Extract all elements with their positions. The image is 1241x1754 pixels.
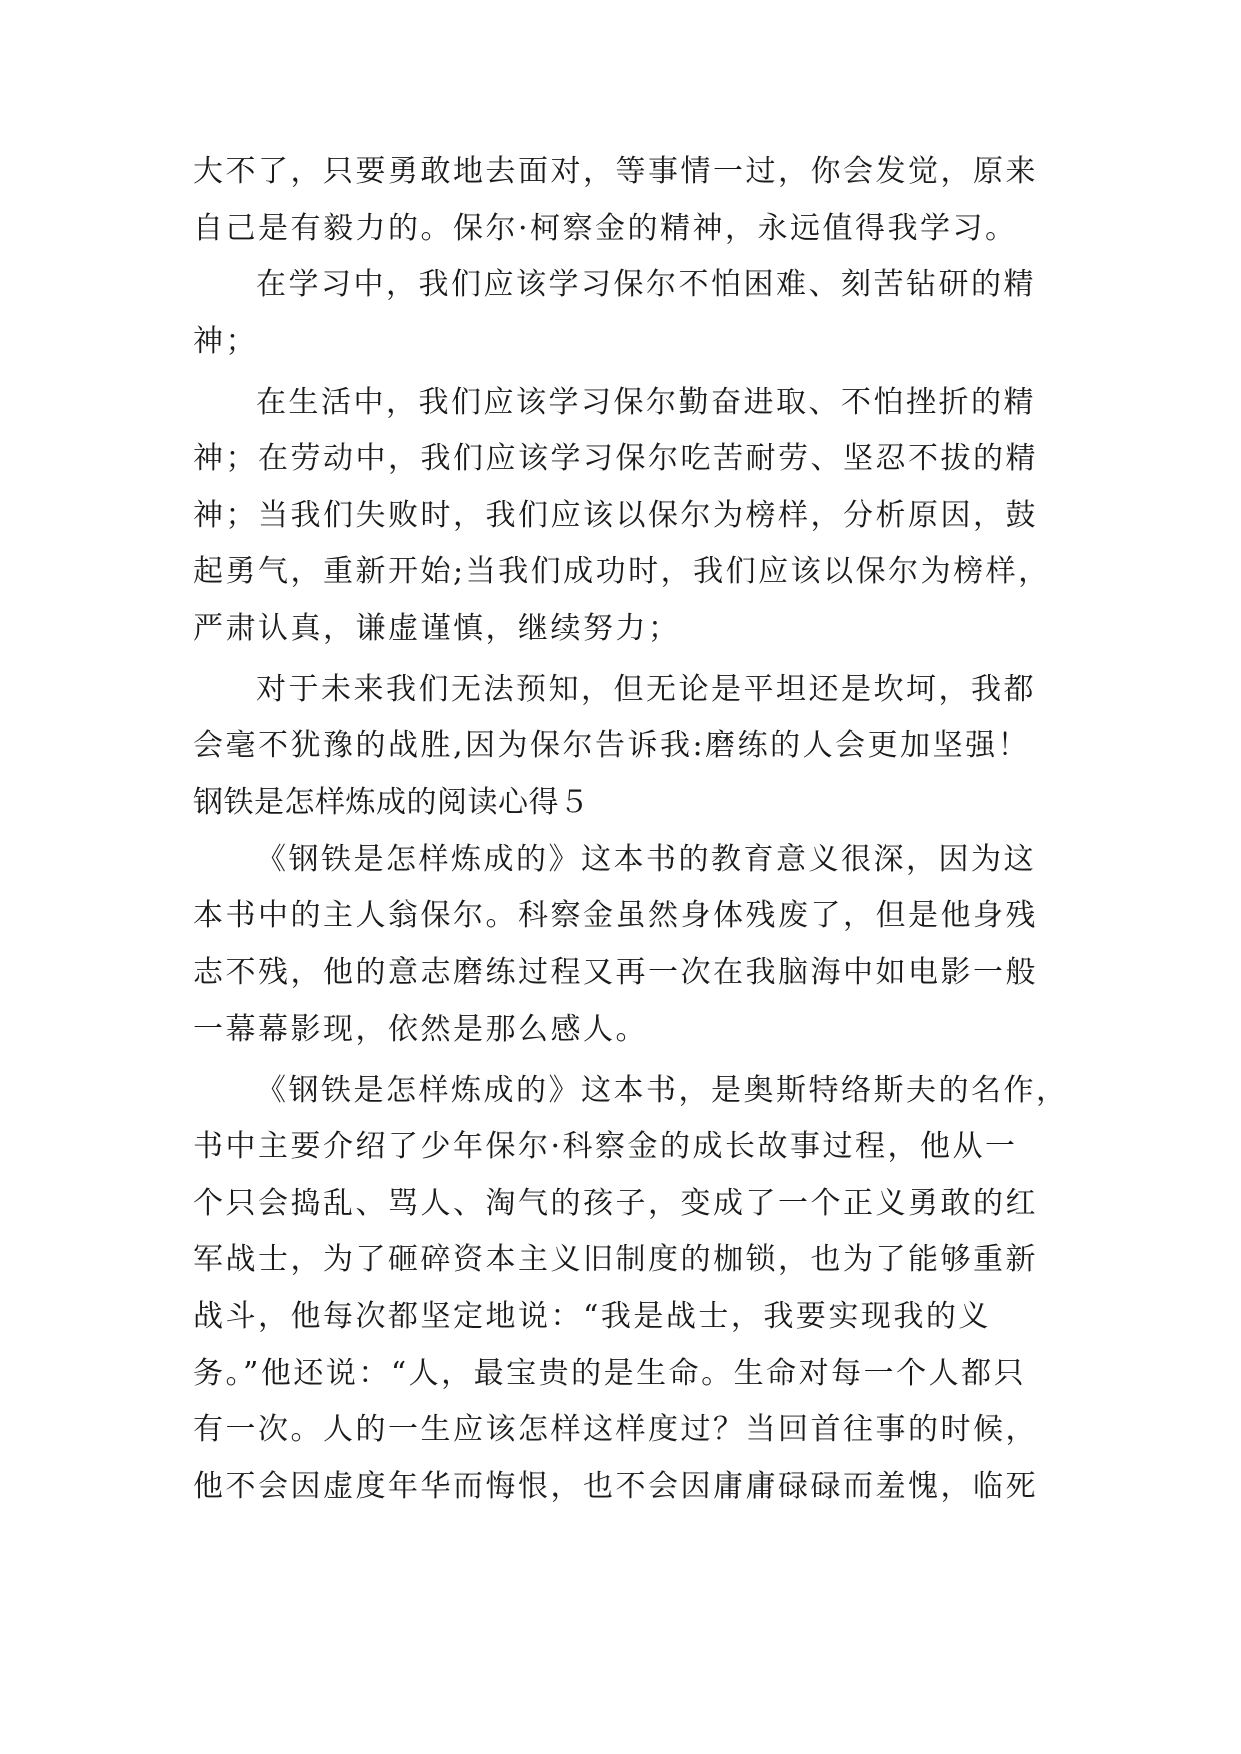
paragraph-start: 《钢铁是怎样炼成的》这本书的教育意义很深，因为这	[256, 842, 1036, 877]
text-line: 自己是有毅力的。保尔·柯察金的精神，永远值得我学习。	[193, 211, 1018, 246]
text-line: 会毫不犹豫的战胜,因为保尔告诉我:磨练的人会更加坚强！	[193, 728, 1031, 763]
text-line: 个只会捣乱、骂人、淘气的孩子，变成了一个正义勇敢的红	[193, 1186, 1038, 1221]
text-line: 起勇气，重新开始;当我们成功时，我们应该以保尔为榜样，	[193, 554, 1051, 589]
text-line: 有一次。人的一生应该怎样这样度过？当回首往事的时候，	[193, 1412, 1038, 1447]
paragraph-start: 《钢铁是怎样炼成的》这本书，是奥斯特络斯夫的名作，	[256, 1073, 1069, 1108]
text-line: 志不残，他的意志磨练过程又再一次在我脑海中如电影一般	[193, 955, 1038, 990]
paragraph-start: 在生活中，我们应该学习保尔勤奋进取、不怕挫折的精	[256, 385, 1036, 420]
paragraph-start: 对于未来我们无法预知，但无论是平坦还是坎坷，我都	[256, 672, 1036, 707]
text-line: 神；	[193, 324, 258, 359]
section-heading: 钢铁是怎样炼成的阅读心得５	[193, 785, 590, 820]
text-line: 神；当我们失败时，我们应该以保尔为榜样，分析原因，鼓	[193, 498, 1038, 533]
text-line: 严肃认真，谦虚谨慎，继续努力；	[193, 611, 681, 646]
text-line: 书中主要介绍了少年保尔·科察金的成长故事过程，他从一	[193, 1129, 1018, 1164]
text-line: 他不会因虚度年华而悔恨，也不会因庸庸碌碌而羞愧，临死	[193, 1469, 1038, 1504]
paragraph-start: 在学习中，我们应该学习保尔不怕困难、刻苦钻研的精	[256, 267, 1036, 302]
text-line: 务。”他还说：“人，最宝贵的是生命。生命对每一个人都只	[193, 1356, 1027, 1391]
text-line: 大不了，只要勇敢地去面对，等事情一过，你会发觉，原来	[193, 154, 1038, 189]
text-line: 军战士，为了砸碎资本主义旧制度的枷锁，也为了能够重新	[193, 1242, 1038, 1277]
text-line: 战斗，他每次都坚定地说：“我是战士，我要实现我的义	[193, 1299, 991, 1334]
text-line: 神；在劳动中，我们应该学习保尔吃苦耐劳、坚忍不拔的精	[193, 441, 1038, 476]
text-line: 本书中的主人翁保尔。科察金虽然身体残废了，但是他身残	[193, 898, 1038, 933]
text-line: 一幕幕影现，依然是那么感人。	[193, 1012, 648, 1047]
